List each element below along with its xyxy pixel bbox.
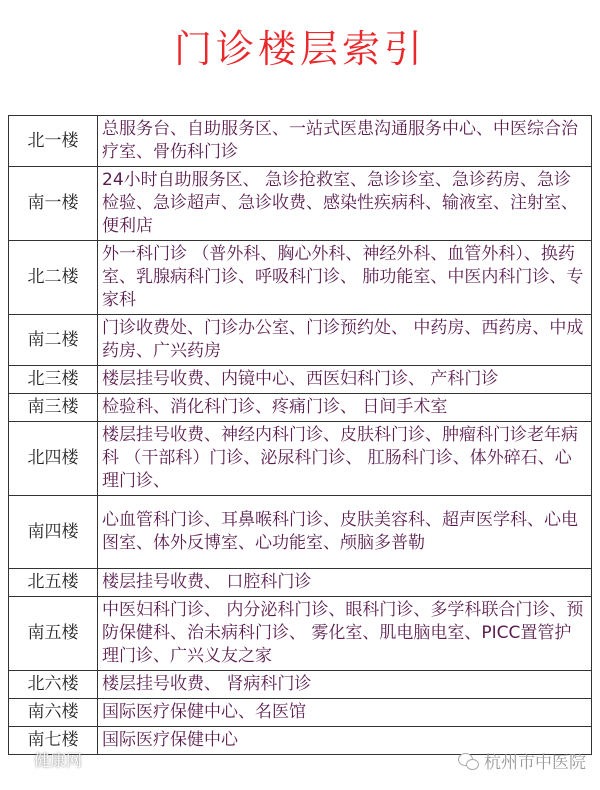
table-row — [9, 394, 592, 422]
departments-cell: 国际医疗保健中心 — [98, 727, 592, 755]
table-row — [9, 671, 592, 699]
floor-cell: 南一楼 — [9, 167, 98, 241]
floor-cell: 北一楼 — [9, 116, 98, 167]
floor-cell: 南四楼 — [9, 496, 98, 569]
departments-cell: 24小时自助服务区、 急诊抢救室、急诊诊室、急诊药房、急诊检验、急诊超声、急诊收费、感染性疾病科、输液室、注射室、便利店 — [98, 167, 592, 241]
watermark-left: 健康网 — [34, 751, 83, 770]
table-row — [9, 167, 592, 241]
departments-cell: 楼层挂号收费、神经内科门诊、皮肤科门诊、肿瘤科门诊老年病科 （干部科）门诊、泌尿科门诊、 肛肠科门诊、体外碎石、心理门诊、 — [98, 422, 592, 496]
floor-cell: 南二楼 — [9, 315, 98, 366]
wechat-icon — [458, 752, 480, 770]
departments-cell: 心血管科门诊、耳鼻喉科门诊、皮肤美容科、超声医学科、心电图室、体外反博室、心功能室、颅脑多普勒 — [98, 496, 592, 569]
table-row — [9, 241, 592, 315]
departments-cell: 楼层挂号收费、内镜中心、西医妇科门诊、 产科门诊 — [98, 366, 592, 394]
floor-cell: 北三楼 — [9, 366, 98, 394]
departments-cell: 中医妇科门诊、 内分泌科门诊、眼科门诊、多学科联合门诊、预防保健科、治未病科门诊、 雾化室、肌电脑电室、PICC置管护理门诊、广兴义友之家 — [98, 597, 592, 671]
departments-cell: 楼层挂号收费、 口腔科门诊 — [98, 569, 592, 597]
departments-cell: 检验科、消化科门诊、疼痛门诊、 日间手术室 — [98, 394, 592, 422]
page-title: 门诊楼层索引 — [173, 27, 426, 71]
floor-index-table — [8, 115, 592, 755]
table-row — [9, 699, 592, 727]
table-row — [9, 422, 592, 496]
table-row — [9, 366, 592, 394]
floor-cell: 北四楼 — [9, 422, 98, 496]
departments-cell: 总服务台、自助服务区、一站式医患沟通服务中心、中医综合治疗室、骨伤科门诊 — [98, 116, 592, 167]
table-row — [9, 116, 592, 167]
floor-cell: 北五楼 — [9, 569, 98, 597]
watermark-right-text: 杭州市中医院 — [484, 753, 586, 773]
departments-cell: 国际医疗保健中心、名医馆 — [98, 699, 592, 727]
floor-cell: 南六楼 — [9, 699, 98, 727]
table-row — [9, 496, 592, 569]
watermark-right — [458, 748, 586, 773]
departments-cell: 门诊收费处、门诊办公室、门诊预约处、 中药房、西药房、中成药房、广兴药房 — [98, 315, 592, 366]
floor-cell: 北六楼 — [9, 671, 98, 699]
floor-cell: 北二楼 — [9, 241, 98, 315]
floor-cell: 南三楼 — [9, 394, 98, 422]
floor-cell: 南五楼 — [9, 597, 98, 671]
departments-cell: 外一科门诊 （普外科、胸心外科、神经外科、血管外科）、换药室、乳腺病科门诊、呼吸科门诊、 肺功能室、中医内科门诊、专家科 — [98, 241, 592, 315]
table-row — [9, 597, 592, 671]
floor-cell: 南七楼 — [9, 727, 98, 755]
table-row — [9, 569, 592, 597]
departments-cell: 楼层挂号收费、 肾病科门诊 — [98, 671, 592, 699]
table-row — [9, 315, 592, 366]
